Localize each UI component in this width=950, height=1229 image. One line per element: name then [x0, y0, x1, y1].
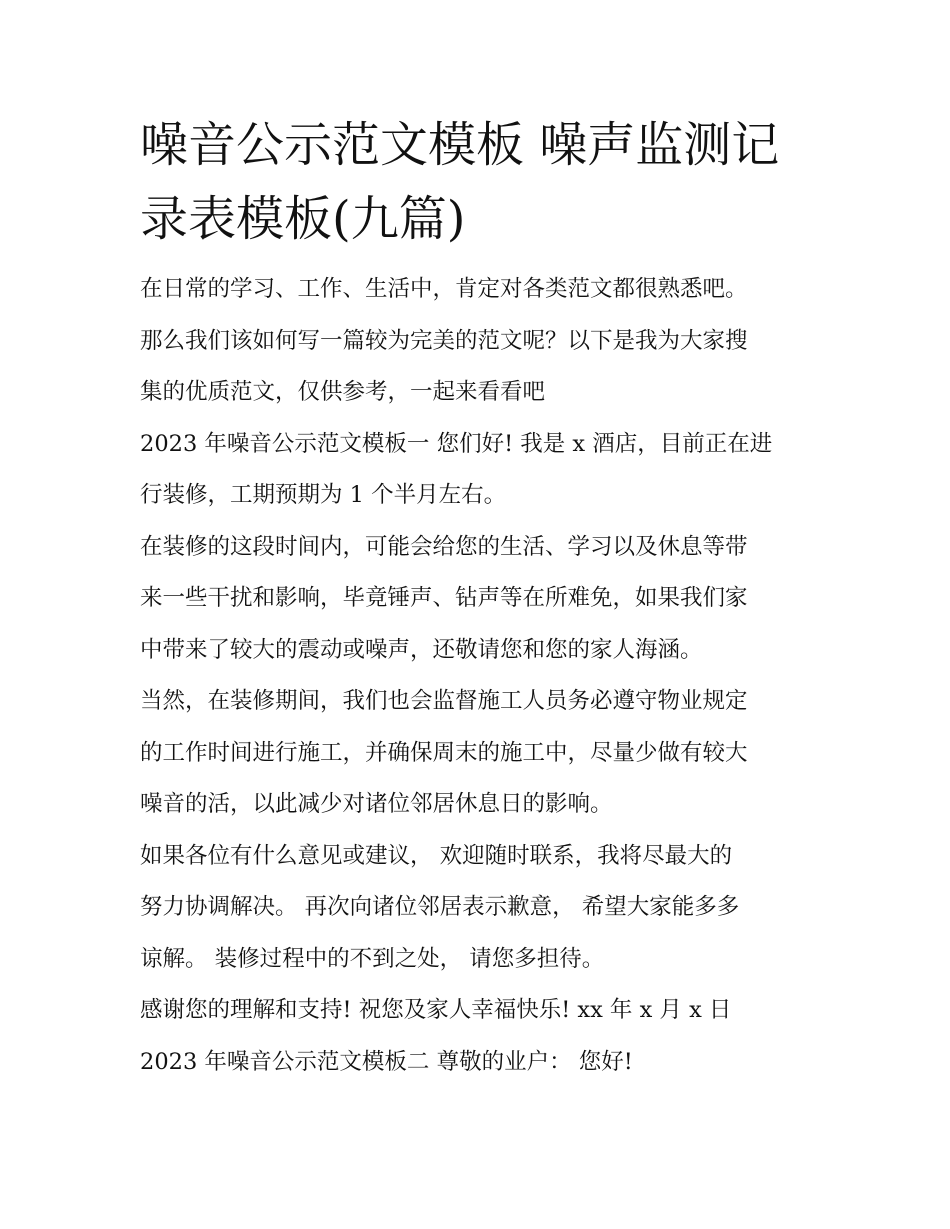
text-line: 谅解。 装修过程中的不到之处， 请您多担待。	[140, 945, 605, 972]
paragraph-supervision	[140, 676, 820, 831]
paragraph-thanks	[140, 985, 820, 1037]
paragraph-feedback	[140, 831, 820, 986]
text-line: 在日常的学习、工作、生活中，肯定对各类范文都很熟悉吧。	[140, 276, 748, 302]
text-line: 如果各位有什么意见或建议， 欢迎随时联系，我将尽最大的	[140, 842, 733, 869]
paragraph-disturbance	[140, 522, 820, 677]
text-line: 努力协调解决。 再次向诸位邻居表示歉意， 希望大家能多多	[140, 894, 740, 920]
text-line: 行装修，工期预期为 1 个半月左右。	[140, 482, 507, 508]
paragraph-intro	[140, 264, 820, 419]
text-line: 集的优质范文，仅供参考，一起来看看吧	[140, 379, 546, 405]
text-line: 感谢您的理解和支持! 祝您及家人幸福快乐! xx 年 x 月 x 日	[140, 997, 732, 1023]
text-line: 2023 年噪音公示范文模板二 尊敬的业户： 您好!	[140, 1048, 633, 1075]
document-title	[140, 108, 820, 256]
title-line: 噪音公示范文模板 噪声监测记	[140, 117, 780, 173]
text-line: 在装修的这段时间内，可能会给您的生活、学习以及休息等带	[140, 533, 748, 560]
text-line: 当然，在装修期间，我们也会监督施工人员务必遵守物业规定	[140, 688, 748, 714]
paragraph-template-two	[140, 1037, 820, 1089]
document-page	[140, 108, 820, 1088]
text-line: 中带来了较大的震动或噪声，还敬请您和您的家人海涵。	[140, 636, 703, 663]
text-line: 的工作时间进行施工，并确保周末的施工中，尽量少做有较大	[140, 739, 748, 766]
text-line: 2023 年噪音公示范文模板一 您们好! 我是 x 酒店，目前正在进	[140, 430, 773, 457]
text-line: 来一些干扰和影响，毕竟锤声、钻声等在所难免，如果我们家	[140, 585, 748, 611]
title-line: 录表模板(九篇)	[140, 191, 466, 247]
text-line: 那么我们该如何写一篇较为完美的范文呢？以下是我为大家搜	[140, 327, 748, 354]
text-line: 噪音的活，以此减少对诸位邻居休息日的影响。	[140, 791, 613, 817]
paragraph-template-one	[140, 419, 820, 522]
